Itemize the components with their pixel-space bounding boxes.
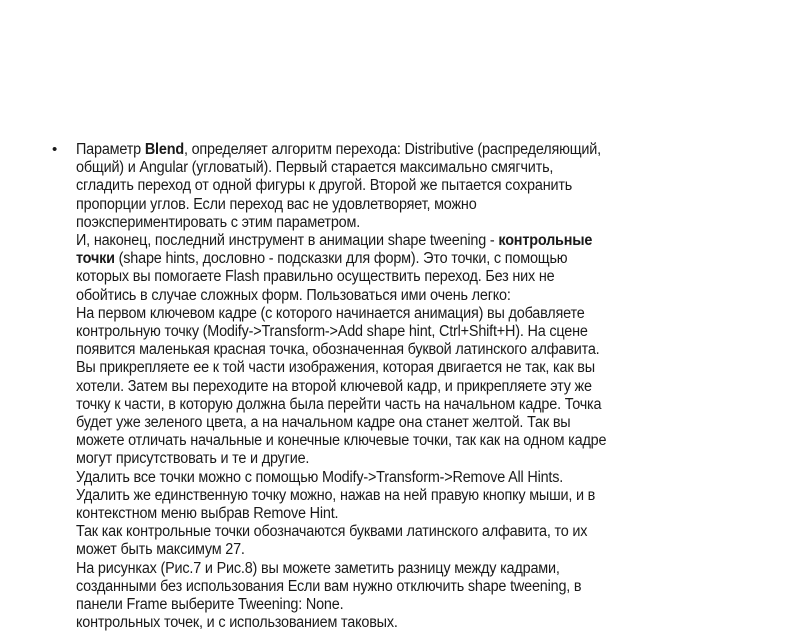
text-run: контрольных точек, и с использованием таковых. <box>76 614 398 632</box>
text-run: сгладить переход от одной фигуры к другой. Второй же пытается сохранить <box>76 177 573 195</box>
text-run: Удалить же единственную точку можно, нажав на ней правую кнопку мыши, и в <box>76 486 596 504</box>
text-run: контрольную точку (Modify->Transform->Add shape hint, Ctrl+Shift+H). На сцене <box>76 323 588 341</box>
text-line <box>76 396 705 414</box>
text-line <box>76 214 705 232</box>
text-line <box>76 560 705 578</box>
text-run: Так как контрольные точки обозначаются буквами латинского алфавита, то их <box>76 523 588 541</box>
text-run: появится маленькая красная точка, обозначенная буквой латинского алфавита. <box>76 341 600 359</box>
text-line <box>76 505 705 523</box>
text-line <box>76 596 705 614</box>
text-run: пропорции углов. Если переход вас не удовлетворяет, можно <box>76 195 477 213</box>
text-line <box>76 159 705 177</box>
text-run: На первом ключевом кадре (с которого начинается анимация) вы добавляете <box>76 304 585 322</box>
text-run: поэкспериментировать с этим параметром. <box>76 213 361 231</box>
text-line <box>76 578 705 596</box>
text-line <box>76 196 705 214</box>
text-line <box>76 287 705 305</box>
text-line <box>76 487 705 505</box>
bullet-icon: • <box>52 141 58 158</box>
text-line <box>76 523 705 541</box>
bullet-item <box>52 141 752 632</box>
text-line <box>76 450 705 468</box>
bullet-text <box>76 141 705 632</box>
text-line <box>76 250 705 268</box>
bold-term: контрольные <box>498 232 593 250</box>
text-line <box>76 177 705 195</box>
text-run: которых вы помогаете Flash правильно осуществить переход. Без них не <box>76 268 555 286</box>
text-run: будет уже зеленого цвета, а на начальном кадре она станет желтой. Так вы <box>76 414 571 432</box>
text-line <box>76 323 705 341</box>
text-run: , определяет алгоритм перехода: Distributive (распределяющий, <box>183 141 601 158</box>
text-run: контекстном меню выбрав Remove Hint. <box>76 505 339 523</box>
text-line <box>76 469 705 487</box>
text-run: Вы прикрепляете ее к той части изображения, которая двигается не так, как вы <box>76 359 595 377</box>
text-run: Удалить все точки можно с помощью Modify->Transform->Remove All Hints. <box>76 468 564 486</box>
text-run: можете отличать начальные и конечные ключевые точки, так как на одном кадре <box>76 432 607 450</box>
text-run: общий) и Angular (угловатый). Первый старается максимально смягчить, <box>76 159 554 177</box>
text-run: хотели. Затем вы переходите на второй ключевой кадр, и прикрепляете эту же <box>76 377 592 395</box>
text-run: созданными без использования Если вам нужно отключить shape tweening, в <box>76 577 582 595</box>
text-run: точку к части, в которую должна была перейти часть на начальном кадре. Точка <box>76 395 602 413</box>
bold-term: Blend <box>144 141 184 158</box>
text-run: могут присутствовать и те и другие. <box>76 450 310 468</box>
text-line <box>76 268 705 286</box>
text-run: Параметр <box>76 141 145 158</box>
text-line <box>76 141 705 159</box>
text-line <box>76 359 705 377</box>
text-line <box>76 341 705 359</box>
text-line <box>76 232 705 250</box>
text-line <box>76 378 705 396</box>
text-line <box>76 614 705 632</box>
text-line <box>76 432 705 450</box>
bold-term: точки <box>76 250 115 268</box>
text-run: панели Frame выберите Tweening: None. <box>76 596 344 614</box>
text-run: обойтись в случае сложных форм. Пользоваться ими очень легко: <box>76 286 511 304</box>
text-run: На рисунках (Рис.7 и Рис.8) вы можете заметить разницу между кадрами, <box>76 559 560 577</box>
text-run: может быть максимум 27. <box>76 541 245 559</box>
text-line <box>76 414 705 432</box>
text-run: (shape hints, дословно - подсказки для форм). Это точки, с помощью <box>114 250 568 268</box>
text-line <box>76 305 705 323</box>
text-run: И, наконец, последний инструмент в анимации shape tweening - <box>76 232 499 250</box>
text-line <box>76 541 705 559</box>
